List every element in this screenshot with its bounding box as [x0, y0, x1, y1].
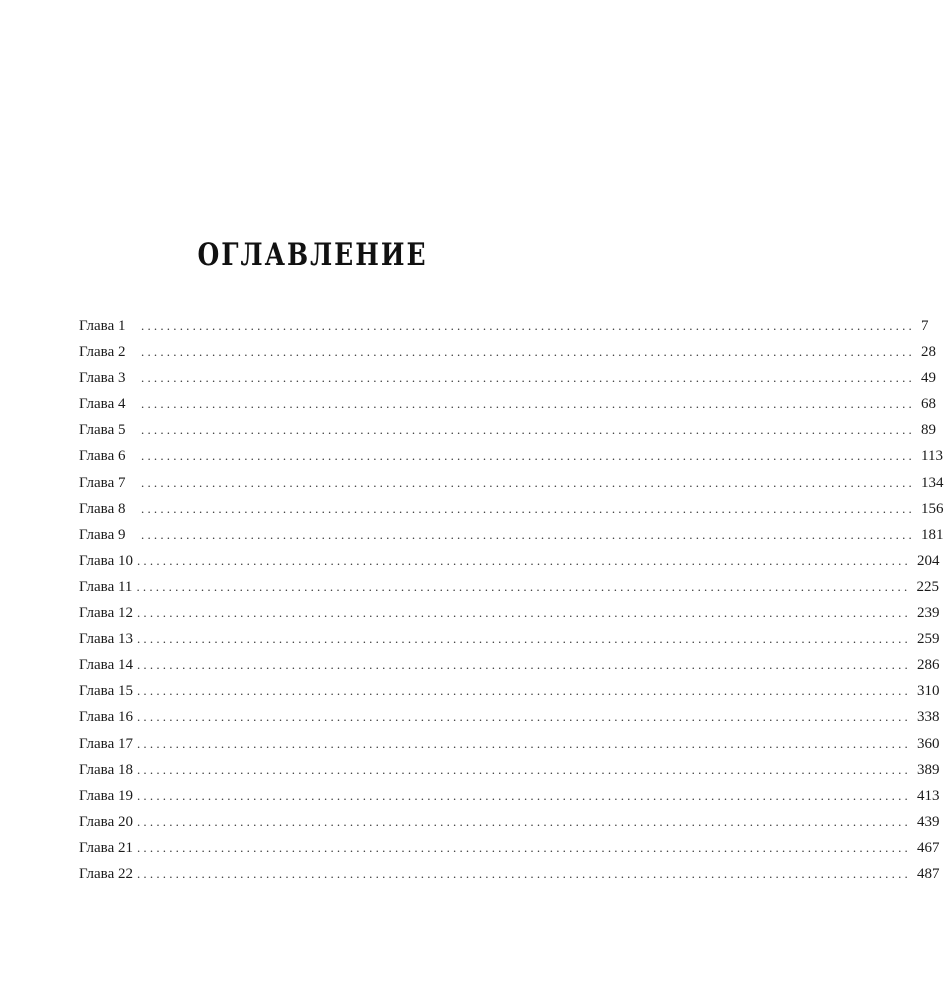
toc-entry-page: 338 [916, 709, 940, 726]
toc-entry-leader: ........................................................................................................................ [136, 578, 911, 594]
toc-entry-page: 89 [921, 422, 936, 439]
table-of-contents [79, 313, 944, 887]
toc-entry-page: 181 [921, 526, 944, 543]
toc-entry[interactable] [79, 470, 944, 496]
toc-entry[interactable] [79, 809, 940, 835]
toc-entry-label: Глава 19 [79, 787, 133, 804]
toc-entry[interactable] [79, 548, 940, 574]
toc-entry-page: 310 [916, 683, 940, 700]
toc-entry-label: Глава 11 [79, 578, 133, 595]
toc-entry-label: Глава 3 [79, 370, 126, 387]
toc-entry-label: Глава 12 [79, 605, 133, 622]
toc-entry-page: 259 [916, 631, 940, 648]
toc-entry-page: 225 [916, 578, 939, 595]
toc-entry[interactable] [79, 574, 939, 600]
toc-entry-page: 439 [916, 813, 940, 830]
toc-entry-label: Глава 18 [79, 761, 133, 778]
toc-entry-page: 286 [916, 657, 940, 674]
toc-entry[interactable] [79, 861, 940, 887]
toc-entry[interactable] [79, 313, 929, 339]
toc-entry-leader: ........................................................................................................................ [136, 839, 911, 855]
toc-entry-leader: ........................................................................................................................ [141, 318, 915, 333]
toc-entry-page: 204 [916, 552, 940, 569]
toc-entry-page: 360 [916, 735, 940, 752]
toc-entry-leader: ........................................................................................................................ [136, 657, 911, 673]
toc-entry-label: Глава 16 [79, 709, 133, 726]
toc-entry-label: Глава 13 [79, 631, 133, 648]
toc-entry-page: 389 [916, 761, 940, 778]
toc-entry-label: Глава 4 [79, 396, 126, 413]
toc-entry-label: Глава 15 [79, 683, 133, 700]
toc-entry[interactable] [79, 443, 943, 469]
toc-entry-leader: ........................................................................................................................ [136, 631, 911, 647]
toc-entry-label: Глава 17 [79, 735, 133, 752]
toc-entry-label: Глава 6 [79, 448, 126, 465]
toc-entry-leader: ........................................................................................................................ [136, 605, 911, 621]
toc-entry-label: Глава 8 [79, 500, 126, 517]
toc-entry-page: 28 [921, 344, 936, 361]
toc-entry-page: 239 [916, 605, 940, 622]
toc-entry[interactable] [79, 522, 944, 548]
toc-entry-leader: ........................................................................................................................ [141, 448, 915, 464]
toc-entry-label: Глава 22 [79, 865, 133, 882]
toc-entry-leader: ........................................................................................................................ [136, 787, 911, 803]
toc-entry[interactable] [79, 496, 944, 522]
toc-entry-label: Глава 2 [79, 344, 126, 361]
toc-entry-leader: ........................................................................................................................ [141, 344, 915, 360]
toc-entry[interactable] [79, 600, 940, 626]
toc-entry[interactable] [79, 678, 940, 704]
toc-entry[interactable] [79, 391, 936, 417]
toc-entry-leader: ........................................................................................................................ [141, 526, 915, 542]
toc-entry[interactable] [79, 365, 936, 391]
toc-entry-leader: ........................................................................................................................ [141, 396, 915, 412]
toc-entry-leader: ........................................................................................................................ [136, 865, 911, 881]
toc-entry-page: 7 [921, 318, 929, 334]
toc-entry-leader: ........................................................................................................................ [141, 474, 915, 490]
toc-entry[interactable] [79, 704, 940, 730]
toc-entry-leader: ........................................................................................................................ [136, 552, 911, 568]
toc-entry[interactable] [79, 783, 940, 809]
toc-entry-label: Глава 10 [79, 552, 133, 569]
toc-entry[interactable] [79, 417, 936, 443]
toc-entry[interactable] [79, 757, 940, 783]
toc-entry-label: Глава 21 [79, 839, 133, 856]
toc-entry[interactable] [79, 339, 936, 365]
toc-entry-page: 156 [921, 500, 944, 517]
toc-entry-page: 134 [921, 474, 944, 491]
toc-entry-leader: ........................................................................................................................ [136, 813, 911, 829]
toc-entry[interactable] [79, 652, 940, 678]
toc-entry-leader: ........................................................................................................................ [141, 422, 915, 438]
page-title: ОГЛАВЛЕНИЕ [197, 236, 428, 273]
toc-entry-label: Глава 5 [79, 422, 126, 439]
toc-entry[interactable] [79, 731, 940, 757]
toc-entry-leader: ........................................................................................................................ [136, 761, 911, 777]
toc-entry-label: Глава 20 [79, 813, 133, 830]
toc-entry-page: 49 [921, 370, 936, 387]
toc-entry-label: Глава 9 [79, 526, 126, 543]
toc-entry[interactable] [79, 626, 940, 652]
toc-entry[interactable] [79, 835, 940, 861]
toc-entry-page: 413 [916, 787, 940, 804]
toc-entry-page: 68 [921, 396, 936, 413]
toc-entry-leader: ........................................................................................................................ [141, 500, 915, 516]
toc-entry-page: 113 [921, 448, 943, 465]
toc-entry-leader: ........................................................................................................................ [141, 370, 915, 386]
toc-entry-label: Глава 1 [79, 318, 126, 334]
toc-entry-page: 487 [916, 865, 940, 882]
toc-entry-leader: ........................................................................................................................ [136, 735, 911, 751]
toc-entry-page: 467 [916, 839, 940, 856]
toc-entry-leader: ........................................................................................................................ [136, 683, 911, 699]
toc-entry-leader: ........................................................................................................................ [136, 709, 911, 725]
toc-entry-label: Глава 14 [79, 657, 133, 674]
toc-entry-label: Глава 7 [79, 474, 126, 491]
